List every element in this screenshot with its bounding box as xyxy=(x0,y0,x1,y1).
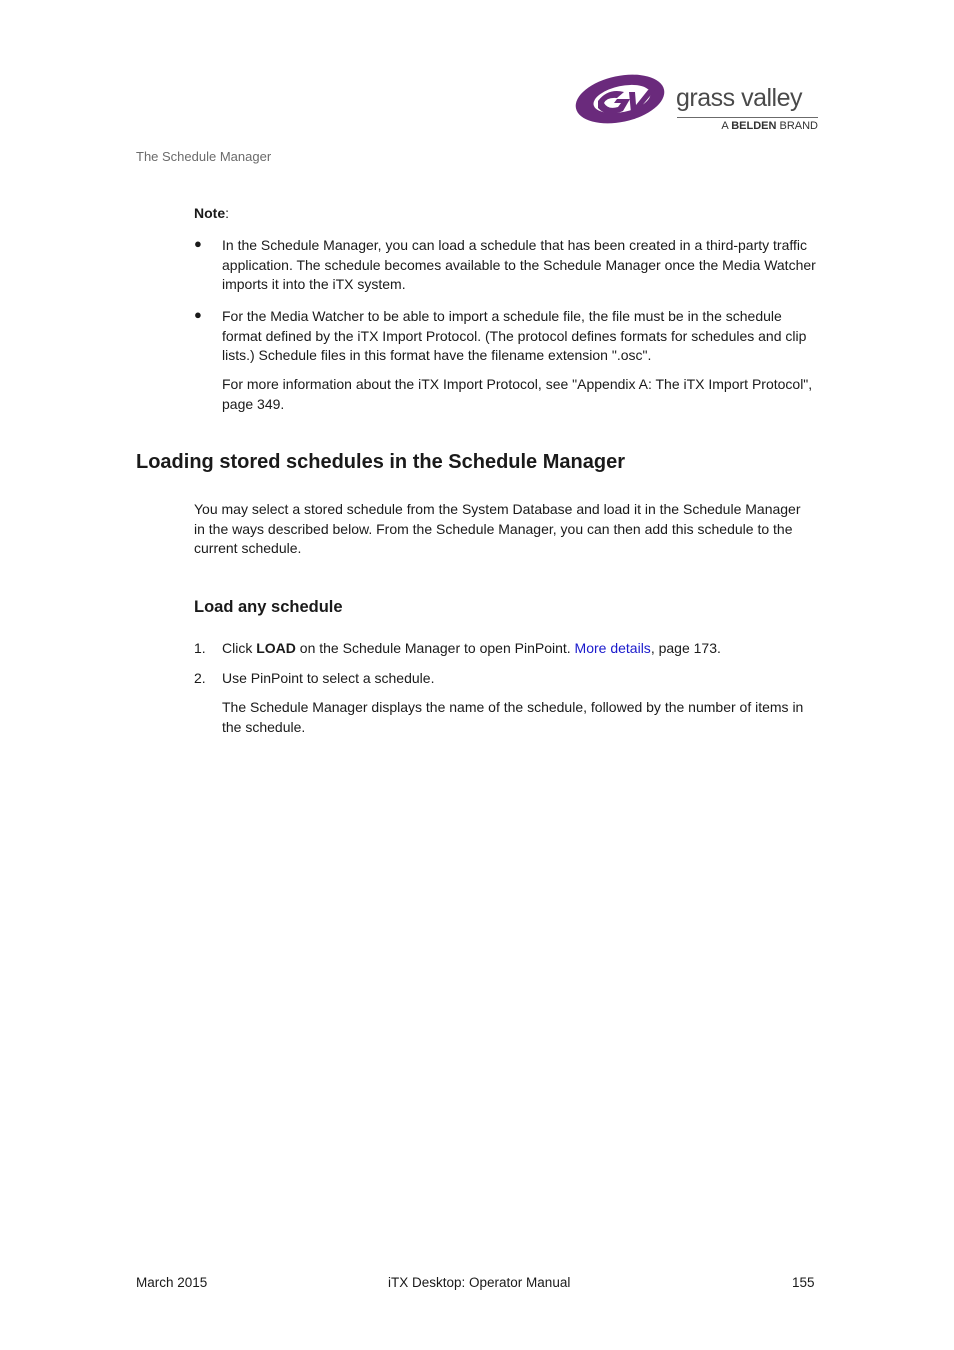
step-number: 1. xyxy=(194,640,206,656)
note-bullet-1: In the Schedule Manager, you can load a schedule that has been created in a third-party traffic application. The schedule becomes available to the Schedule Manager once the Media Watcher imports it into the iTX system. xyxy=(222,237,816,292)
note-bullet-2-more: For more information about the iTX Import Protocol, see "Appendix A: The iTX Import Protocol", page 349. xyxy=(222,376,813,412)
brand-name: grass valley xyxy=(676,84,802,112)
section-intro: You may select a stored schedule from the System Database and load it in the Schedule Manager in the ways described below. From the Schedule Manager, you can then add this schedule to the current schedule. xyxy=(194,501,801,556)
step-2-result: The Schedule Manager displays the name of the schedule, followed by the number of items in the schedule. xyxy=(222,699,804,735)
note-bullet-2: For the Media Watcher to be able to import a schedule file, the file must be in the schedule format defined by the iTX Import Protocol. (The protocol defines formats for schedules and clip lists.) Schedule files in this format have the filename extension ".osc". xyxy=(222,308,807,363)
note-label: Note: xyxy=(194,205,230,221)
brand-divider xyxy=(677,117,818,118)
step-number: 2. xyxy=(194,670,206,686)
bullet-icon: ● xyxy=(194,307,202,322)
footer-page-number: 155 xyxy=(792,1275,815,1290)
footer-date: March 2015 xyxy=(136,1275,208,1290)
subsection-heading: Load any schedule xyxy=(194,598,343,616)
step-1: Click LOAD on the Schedule Manager to open PinPoint. More details, page 173. xyxy=(222,640,721,656)
more-details-link[interactable]: More details xyxy=(574,640,651,656)
bullet-icon: ● xyxy=(194,236,202,251)
running-header: The Schedule Manager xyxy=(136,149,272,164)
step-2: Use PinPoint to select a schedule. xyxy=(222,670,435,686)
section-heading: Loading stored schedules in the Schedule Manager xyxy=(136,451,625,473)
footer-title: iTX Desktop: Operator Manual xyxy=(388,1275,571,1290)
brand-tagline: A BELDEN BRAND xyxy=(721,120,818,132)
